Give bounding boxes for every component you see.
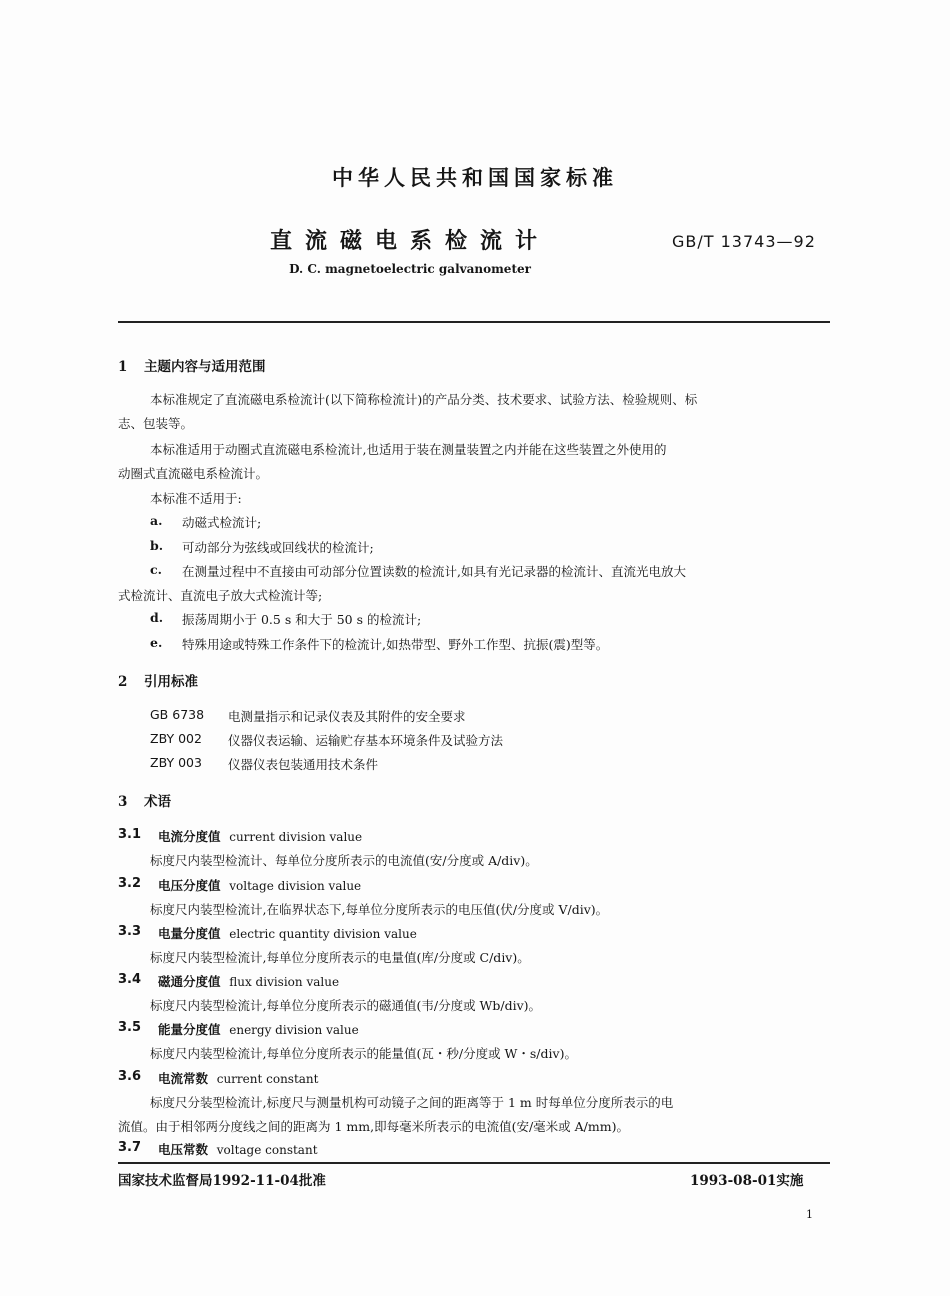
term-number: 3.1 xyxy=(118,827,142,842)
list-item-text: 在测量过程中不直接由可动部分位置读数的检流计,如具有光记录器的检流计、直流光电放大 xyxy=(182,564,686,579)
paragraph-line: 动圈式直流磁电系检流计。 xyxy=(118,466,269,481)
term-name-cn: 电流常数 xyxy=(158,1071,209,1086)
national-standard-title: 中华人民共和国国家标准 xyxy=(332,165,618,190)
reference-code: ZBY 003 xyxy=(150,755,202,770)
section-2-heading xyxy=(118,670,198,690)
reference-code: ZBY 002 xyxy=(150,731,202,746)
footer-divider xyxy=(118,1162,830,1164)
term-name-en: current division value xyxy=(229,830,363,844)
term-number: 3.2 xyxy=(118,876,142,891)
approval-line: 国家技术监督局1992-11-04批准 xyxy=(118,1173,326,1189)
list-item-text: 式检流计、直流电子放大式检流计等; xyxy=(118,588,323,603)
section-title: 引用标准 xyxy=(144,674,198,690)
term-name-cn: 电量分度值 xyxy=(158,926,221,941)
term-name-cn: 磁通分度值 xyxy=(158,974,221,989)
term-name-en: voltage division value xyxy=(229,879,362,893)
list-item-text: 特殊用途或特殊工作条件下的检流计,如热带型、野外工作型、抗振(震)型等。 xyxy=(182,637,609,652)
list-item-text: 动磁式检流计; xyxy=(182,515,262,530)
section-3-heading xyxy=(118,790,171,810)
term-name-en: flux division value xyxy=(229,975,340,989)
reference-title: 仪器仪表运输、运输贮存基本环境条件及试验方法 xyxy=(228,733,504,748)
reference-title: 电测量指示和记录仪表及其附件的安全要求 xyxy=(228,709,466,724)
term-number: 3.4 xyxy=(118,972,142,987)
reference-title: 仪器仪表包装通用技术条件 xyxy=(228,757,379,772)
term-name-en: energy division value xyxy=(229,1023,359,1037)
standard-number: GB/T 13743—92 xyxy=(672,232,816,251)
section-number: 2 xyxy=(118,674,128,690)
term-name-cn: 电流分度值 xyxy=(158,829,221,844)
term-number: 3.5 xyxy=(118,1020,142,1035)
term-name-en: current constant xyxy=(216,1072,319,1086)
term-heading xyxy=(158,1020,359,1038)
paragraph-line: 本标准规定了直流磁电系检流计(以下简称检流计)的产品分类、技术要求、试验方法、检验规则、标 xyxy=(150,392,698,407)
paragraph-line: 志、包装等。 xyxy=(118,416,194,431)
standard-title-cn: 直流磁电系检流计 xyxy=(269,228,550,254)
term-definition: 标度尺内装型检流计、每单位分度所表示的电流值(安/分度或 A/div)。 xyxy=(150,853,538,868)
section-number: 1 xyxy=(118,359,128,375)
term-name-cn: 能量分度值 xyxy=(158,1022,221,1037)
term-definition: 标度尺内装型检流计,每单位分度所表示的电量值(库/分度或 C/div)。 xyxy=(150,950,530,965)
section-title: 主题内容与适用范围 xyxy=(144,359,266,375)
reference-code: GB 6738 xyxy=(150,707,205,722)
list-item-text: 可动部分为弦线或回线状的检流计; xyxy=(182,540,374,555)
term-heading xyxy=(158,924,417,942)
term-name-en: voltage constant xyxy=(216,1143,318,1157)
term-number: 3.7 xyxy=(118,1140,142,1155)
term-name-cn: 电压常数 xyxy=(158,1142,209,1157)
term-definition: 流值。由于相邻两分度线之间的距离为 1 mm,即每毫米所表示的电流值(安/毫米或 A/mm)。 xyxy=(118,1119,629,1134)
implementation-line: 1993-08-01实施 xyxy=(690,1173,804,1189)
term-heading xyxy=(158,827,362,845)
term-definition: 标度尺内装型检流计,每单位分度所表示的能量值(瓦・秒/分度或 W・s/div)。 xyxy=(150,1046,577,1061)
standard-title-en: D. C. magnetoelectric galvanometer xyxy=(289,262,531,276)
term-name-en: electric quantity division value xyxy=(229,927,417,941)
term-heading xyxy=(158,1069,318,1087)
list-item-mark: c. xyxy=(150,562,162,577)
list-item-text: 振荡周期小于 0.5 s 和大于 50 s 的检流计; xyxy=(182,612,422,627)
term-heading xyxy=(158,876,361,894)
section-title: 术语 xyxy=(144,794,171,810)
term-heading xyxy=(158,972,339,990)
term-name-cn: 电压分度值 xyxy=(158,878,221,893)
list-item-mark: e. xyxy=(150,635,163,650)
section-number: 3 xyxy=(118,794,128,810)
paragraph-line: 本标准适用于动圈式直流磁电系检流计,也适用于装在测量装置之内并能在这些装置之外使用的 xyxy=(150,442,667,457)
header-divider xyxy=(118,321,830,323)
term-definition: 标度尺内装型检流计,在临界状态下,每单位分度所表示的电压值(伏/分度或 V/div)。 xyxy=(150,902,609,917)
list-item-mark: d. xyxy=(150,610,164,625)
page-number: 1 xyxy=(806,1208,813,1221)
term-definition: 标度尺分装型检流计,标度尺与测量机构可动镜子之间的距离等于 1 m 时每单位分度所表示的电 xyxy=(150,1095,674,1110)
term-definition: 标度尺内装型检流计,每单位分度所表示的磁通值(韦/分度或 Wb/div)。 xyxy=(150,998,542,1013)
term-heading xyxy=(158,1140,318,1158)
list-item-mark: a. xyxy=(150,513,163,528)
term-number: 3.3 xyxy=(118,924,142,939)
list-item-mark: b. xyxy=(150,538,164,553)
section-1-heading xyxy=(118,355,266,375)
term-number: 3.6 xyxy=(118,1069,142,1084)
paragraph-line: 本标准不适用于: xyxy=(150,491,242,506)
